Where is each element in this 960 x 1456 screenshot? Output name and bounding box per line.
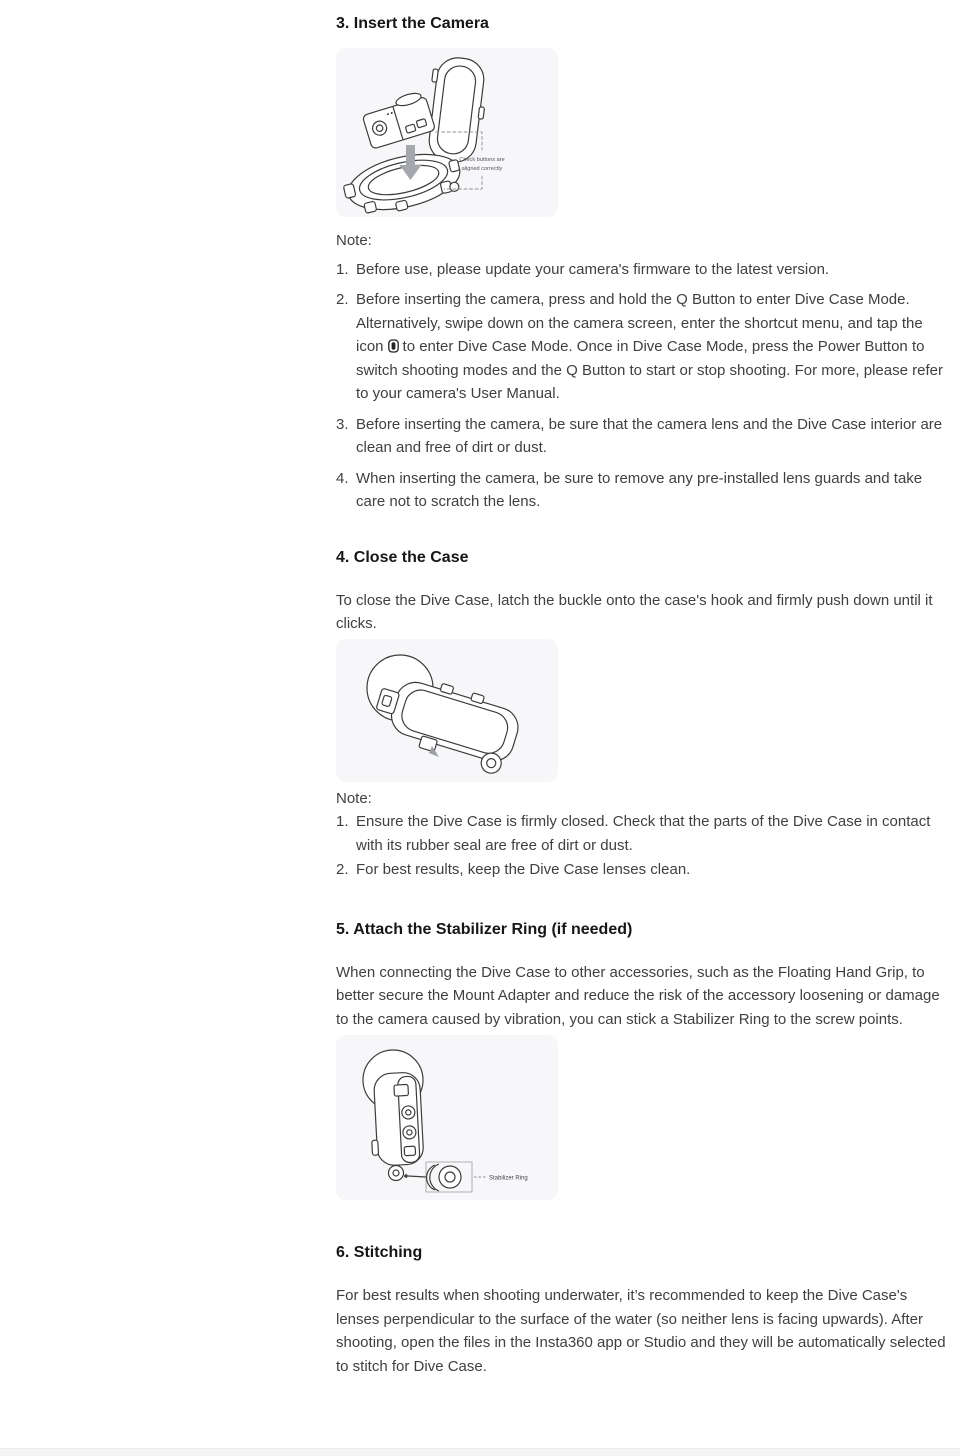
figure-insert-camera — [336, 48, 558, 217]
figure-closed-case — [336, 639, 558, 782]
note-label: Note: — [336, 789, 372, 807]
list-item — [336, 467, 954, 514]
list-item-text: For best results, keep the Dive Case lenses clean. — [356, 861, 691, 878]
note-list-insert-camera — [336, 258, 954, 514]
list-item-number: 2. — [336, 861, 349, 878]
list-item — [336, 258, 954, 282]
figure-label: Stabilizer Ring — [489, 1175, 528, 1182]
section-heading-stabilizer-ring: 5. Attach the Stabilizer Ring (if needed) — [336, 920, 633, 938]
list-item-number: 3. — [336, 415, 349, 433]
list-item — [336, 810, 954, 857]
list-item — [336, 858, 954, 882]
section-heading-close-case: 4. Close the Case — [336, 548, 469, 566]
stabilizer-ring-illustration — [336, 1035, 558, 1200]
list-item-number: 1. — [336, 260, 349, 278]
case-body — [368, 1072, 424, 1167]
camera — [360, 90, 435, 149]
note-label: Note: — [336, 232, 372, 249]
list-item — [336, 288, 954, 406]
open-dive-case-illustration — [336, 48, 558, 217]
list-item-text: Before use, please update your camera's firmware to the latest version. — [356, 260, 830, 278]
list-item-text: Before inserting the camera, be sure that the camera lens and the Dive Case interior are clean and free of dirt or dust. — [356, 415, 943, 456]
stitching-paragraph: For best results when shooting underwater, it’s recommended to keep the Dive Case's lenses perpendicular to the surface of the water (so neither lens is facing upwards). After shooting, open the files in the Insta360 app or Studio and they will be automatically selected to stitch for Dive Case. — [336, 1287, 946, 1375]
list-item-text: When inserting the camera, be sure to remove any pre-installed lens guards and take care not to scratch the lens. — [356, 469, 923, 510]
dive-case-mode-icon — [388, 339, 399, 353]
list-item-text: Ensure the Dive Case is firmly closed. Check that the parts of the Dive Case in contact with its rubber seal are free of dirt or dust. — [356, 813, 931, 854]
stabilizer-ring-paragraph: When connecting the Dive Case to other accessories, such as the Floating Hand Grip, to better secure the Mount Adapter and reduce the risk of the accessory loosening or damage to the camera caused by vibration, you can stick a Stabilizer Ring to the screw points. — [336, 963, 940, 1028]
text-after-icon: to enter Dive Case Mode. Once in Dive Case Mode, press the Power Button to switch shooting modes and the Q Button to start or stop shooting. For more, please refer to your camera's User Manual. — [356, 338, 943, 402]
text-before-icon: Before inserting the camera, press and hold the Q Button to enter Dive Case Mode. Alternatively, swipe down on the camera screen, enter the shortcut menu, and tap the icon — [356, 291, 923, 355]
figure-caption-line2: aligned correctly — [461, 166, 503, 172]
list-item-number: 1. — [336, 813, 349, 830]
list-item-number: 4. — [336, 469, 349, 487]
list-item-number: 2. — [336, 291, 349, 308]
case-lid — [422, 55, 490, 165]
footer-divider — [0, 1448, 960, 1456]
list-item-text — [356, 288, 954, 406]
figure-stabilizer-ring — [336, 1035, 558, 1200]
stabilizer-ring-part — [427, 1164, 461, 1191]
section-heading-insert-camera: 3. Insert the Camera — [336, 15, 489, 32]
section-heading-stitching: 6. Stitching — [336, 1244, 423, 1261]
article-content — [336, 0, 954, 1378]
note-list-close-case — [336, 810, 954, 882]
closed-dive-case-illustration — [336, 639, 558, 782]
close-case-paragraph: To close the Dive Case, latch the buckle onto the case's hook and firmly push down until it clicks. — [336, 591, 933, 632]
list-item — [336, 413, 954, 460]
figure-caption-line1: Check buttons are — [459, 157, 505, 163]
